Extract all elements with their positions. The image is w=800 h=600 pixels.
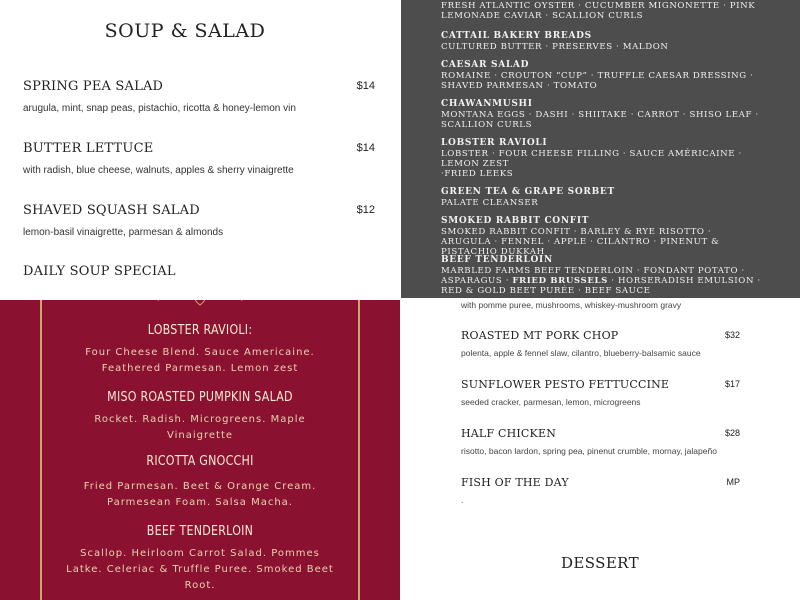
item-price: $32	[724, 330, 740, 340]
course	[441, 60, 761, 91]
item-description: risotto, bacon lardon, spring pea, pinenut crumble, mornay, jalapeño	[461, 446, 717, 456]
item-name: BUTTER LETTUCE	[23, 141, 154, 156]
item-description: Fried Parmesan. Beet & Orange Cream. Parmesean Foam. Salsa Macha.	[83, 481, 317, 508]
dessert-title: DESSERT	[560, 554, 640, 572]
item-price: $17	[724, 379, 740, 389]
item-price: $28	[724, 428, 740, 438]
menu-item	[23, 264, 375, 279]
course-title: SMOKED RABBIT CONFIT	[441, 216, 590, 226]
item-name: SPRING PEA SALAD	[23, 79, 164, 94]
burgundy-menu-panel	[0, 300, 400, 600]
heart-divider-icon	[154, 300, 246, 312]
course	[441, 31, 761, 52]
soup-salad-menu	[0, 0, 400, 300]
item-name: FISH OF THE DAY	[461, 476, 569, 489]
description-highlight: FRIED BRUSSELS	[512, 276, 608, 286]
course	[441, 187, 761, 208]
soup-salad-title: SOUP & SALAD	[104, 20, 266, 42]
item-name: SUNFLOWER PESTO FETTUCCINE	[461, 378, 670, 391]
item-price: $14	[356, 80, 375, 92]
menu-item	[60, 524, 340, 594]
course-description: MONTANA EGGS · DASHI · SHIITAKE · CARROT · SHISO LEAF · SCALLION CURLS	[441, 110, 759, 130]
gold-frame-left	[40, 300, 42, 600]
course-title: BEEF TENDERLOIN	[441, 255, 553, 265]
course-title: LOBSTER RAVIOLI	[441, 138, 548, 148]
menu-item	[60, 454, 340, 511]
item-price: MP	[726, 477, 740, 487]
course	[441, 99, 761, 130]
item-name: LOBSTER RAVIOLI:	[147, 323, 253, 338]
course-description: LEMONADE CAVIAR · SCALLION CURLS	[441, 11, 644, 21]
item-name: SHAVED SQUASH SALAD	[23, 203, 200, 218]
item-description: Four Cheese Blend. Sauce Americaine. Feathered Parmesan. Lemon zest	[85, 347, 315, 374]
gold-frame-right	[358, 300, 360, 600]
course-description: ·FRIED LEEKS	[441, 169, 514, 179]
item-price: $12	[356, 204, 375, 216]
menu-item	[461, 329, 740, 358]
item-description: arugula, mint, snap peas, pistachio, ricotta & honey-lemon vin	[23, 103, 296, 114]
item-name: DAILY SOUP SPECIAL	[23, 264, 176, 279]
menu-item	[461, 476, 740, 505]
course	[441, 216, 761, 257]
course	[441, 138, 761, 179]
menu-item	[461, 427, 740, 456]
description-part: MARBLED FARMS BEEF TENDERLOIN · FONDANT POTATO · ASPARAGUS ·	[441, 266, 745, 286]
menu-item	[23, 79, 375, 114]
item-description: polenta, apple & fennel slaw, cilantro, blueberry-balsamic sauce	[461, 348, 701, 358]
course-description: SMOKED RABBIT CONFIT · BARLEY & RYE RISOTTO · ARUGULA · FENNEL · APPLE · CILANTRO · PINENUT & PISTACHIO DUKKAH	[441, 227, 720, 257]
item-description: seeded cracker, parmesan, lemon, microgreens	[461, 397, 641, 407]
course-description: LOBSTER · FOUR CHEESE FILLING · SAUCE AMÉRICAINE · LEMON ZEST	[441, 149, 742, 169]
description-part: · HORSERADISH EMULSION · RED & GOLD BEET PURÉE · BEEF SAUCE	[441, 276, 761, 296]
course-description: ROMAINE · CROUTON “CUP” · TRUFFLE CAESAR DRESSING · SHAVED PARMESAN · TOMATO	[441, 71, 754, 91]
item-name: RICOTTA GNOCCHI	[146, 454, 254, 469]
menu-item	[23, 141, 375, 176]
item-name: BEEF TENDERLOIN	[146, 524, 254, 539]
item-description: .	[461, 495, 464, 505]
course-description: CULTURED BUTTER · PRESERVES · MALDON	[441, 42, 669, 52]
item-description: lemon-basil vinaigrette, parmesan & almonds	[23, 227, 224, 238]
item-name: MISO ROASTED PUMPKIN SALAD	[107, 390, 293, 405]
item-price: $14	[356, 142, 375, 154]
course-intro	[441, 1, 761, 21]
item-description: Scallop. Heirloom Carrot Salad. Pommes Latke. Celeriac & Truffle Puree. Smoked Beet Root.	[66, 548, 334, 591]
item-description: Rocket. Radish. Microgreens. Maple Vinaigrette	[94, 414, 306, 441]
course-description	[441, 266, 761, 296]
menu-item	[461, 378, 740, 407]
item-description: with pomme puree, mushrooms, whiskey-mushroom gravy	[461, 300, 682, 310]
menu-item	[60, 323, 340, 377]
course-title: CHAWANMUSHI	[441, 99, 533, 109]
course-title: CAESAR SALAD	[441, 60, 530, 70]
item-description: with radish, blue cheese, walnuts, apples & sherry vinaigrette	[23, 165, 294, 176]
item-name: ROASTED MT PORK CHOP	[461, 329, 619, 342]
menu-item	[60, 390, 340, 444]
course	[441, 255, 761, 296]
menu-item	[23, 203, 375, 238]
entree-menu	[400, 300, 800, 600]
course-description: FRESH ATLANTIC OYSTER · CUCUMBER MIGNONETTE · PINK	[441, 1, 756, 11]
course-title: GREEN TEA & GRAPE SORBET	[441, 187, 615, 197]
item-name: HALF CHICKEN	[461, 427, 557, 440]
course-description: PALATE CLEANSER	[441, 198, 539, 208]
course-title: CATTAIL BAKERY BREADS	[441, 31, 592, 41]
tasting-menu-panel	[401, 0, 800, 298]
